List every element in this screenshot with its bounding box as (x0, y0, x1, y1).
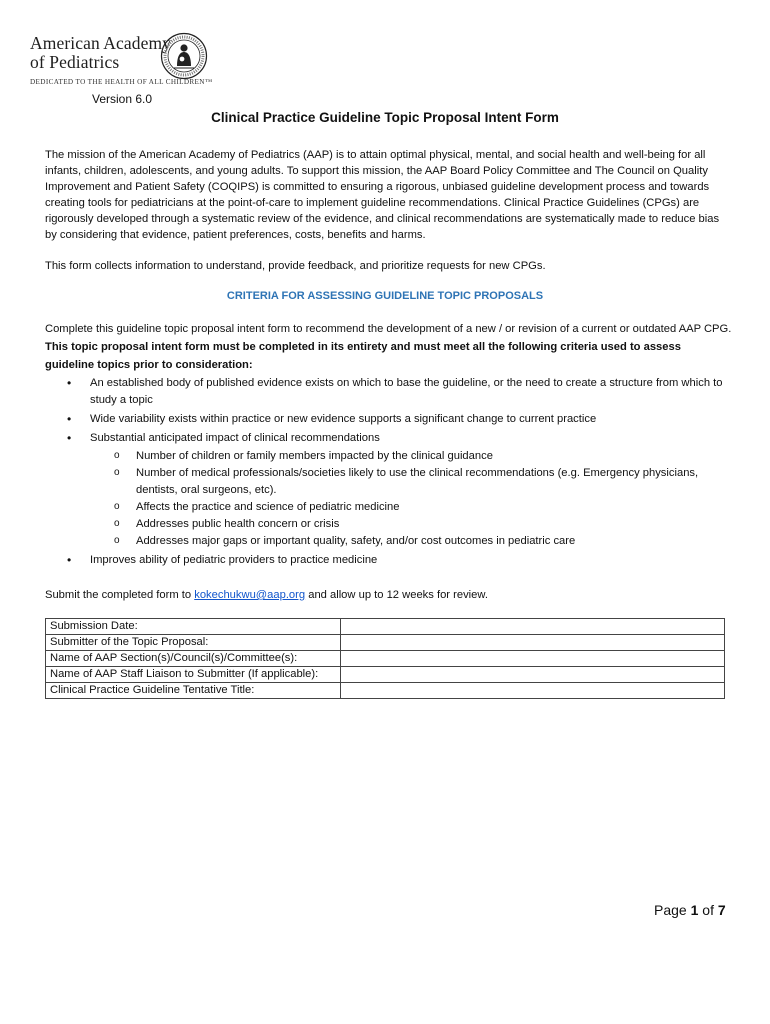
table-row (46, 667, 725, 683)
logo-line-2: of Pediatrics (30, 52, 120, 72)
form-purpose-text: This form collects information to understand, provide feedback, and prioritize requests for new CPGs. (45, 260, 546, 272)
submission-date-label: Submission Date: (46, 619, 341, 635)
submission-date-field[interactable] (341, 619, 725, 635)
submit-text-before: Submit the completed form to (45, 589, 195, 601)
aap-seal-icon (160, 32, 208, 80)
submitter-label: Submitter of the Topic Proposal: (46, 635, 341, 651)
staff-liaison-label: Name of AAP Staff Liaison to Submitter (If applicable): (46, 667, 341, 683)
instructions-paragraph (45, 320, 733, 374)
logo-tagline: DEDICATED TO THE HEALTH OF ALL CHILDREN™ (30, 78, 213, 86)
subcriteria-item: o Number of children or family members impacted by the clinical guidance (90, 448, 733, 465)
page-number: Page 1 of 7 (654, 902, 726, 918)
table-row (46, 683, 725, 699)
submitter-field[interactable] (341, 635, 725, 651)
criteria-list (45, 375, 733, 569)
page-current: 1 (690, 902, 699, 918)
submit-instructions (45, 587, 733, 603)
section-council-label: Name of AAP Section(s)/Council(s)/Committee(s): (46, 651, 341, 667)
version-label: Version 6.0 (92, 92, 153, 106)
section-council-field[interactable] (341, 651, 725, 667)
subcriteria-item: o Number of medical professionals/societies likely to use the clinical recommendations (e.g. Emergency physicians, dentists, oral surgeons, etc). (90, 465, 733, 499)
impact-subcriteria-list (90, 448, 733, 550)
mission-paragraph: The mission of the American Academy of Pediatrics (AAP) is to attain optimal physical, mental, and social health and well-being for all infants, children, adolescents, and young adults. To support this mission, the AAP Board Policy Committee and The Council on Quality Improvement and Patient Safety (COQIPS) is committed to ensuring a rigorous, unbiased guideline development process and towards creating tools for pediatricians at the point-of-care to implement guideline recommendations. Clinical Practice Guidelines (CPGs) are rigorously developed through a systematic review of the evidence, and clinical recommendations are systematically made to reduce bias by considering that evidence, patient preferences, costs, benefits and harms. (45, 149, 720, 241)
table-row (46, 635, 725, 651)
tentative-title-label: Clinical Practice Guideline Tentative Title: (46, 683, 341, 699)
page-title: Clinical Practice Guideline Topic Proposal Intent Form (211, 110, 559, 125)
subcriteria-item: o Affects the practice and science of pediatric medicine (90, 499, 733, 516)
criteria-item: • Improves ability of pediatric providers to practice medicine (45, 552, 733, 569)
criteria-item: • Substantial anticipated impact of clinical recommendations o Number of children or family members impacted by the clinical guidance o Number of medical professionals/societies likely to use the clinical recommendations (e.g. Emergency physicians, dentists, oral surgeons, etc). o Affects the practice and science of pediatric medicine o Addresses public health concern or crisis o Addresses major gaps or important quality, safety, and/or cost outcomes in pediatric care (45, 430, 733, 550)
submission-email-link[interactable]: kokechukwu@aap.org (194, 589, 306, 601)
staff-liaison-field[interactable] (341, 667, 725, 683)
submit-text-after: and allow up to 12 weeks for review. (305, 589, 488, 601)
criteria-list-wrapper (45, 375, 733, 571)
criteria-heading: CRITERIA FOR ASSESSING GUIDELINE TOPIC PROPOSALS (226, 290, 544, 302)
criteria-item: • An established body of published evidence exists on which to base the guideline, or the need to create a structure from which to study a topic (45, 375, 733, 409)
instructions-bold-text: This topic proposal intent form must be completed in its entirety and must meet all the following criteria used to assess guideline topics prior to consideration: (45, 341, 681, 371)
submission-info-table (45, 618, 725, 699)
page-total: 7 (717, 902, 726, 918)
criteria-item: • Wide variability exists within practice or new evidence supports a significant change to current practice (45, 411, 733, 428)
tentative-title-field[interactable] (341, 683, 725, 699)
instructions-text: Complete this guideline topic proposal intent form to recommend the development of a new / or revision of a current or outdated AAP CPG. (45, 323, 732, 335)
subcriteria-item: o Addresses public health concern or crisis (90, 516, 733, 533)
subcriteria-item: o Addresses major gaps or important quality, safety, and/or cost outcomes in pediatric care (90, 533, 733, 550)
table-row (46, 651, 725, 667)
table-row (46, 619, 725, 635)
logo-line-1: American Academy (30, 33, 172, 53)
